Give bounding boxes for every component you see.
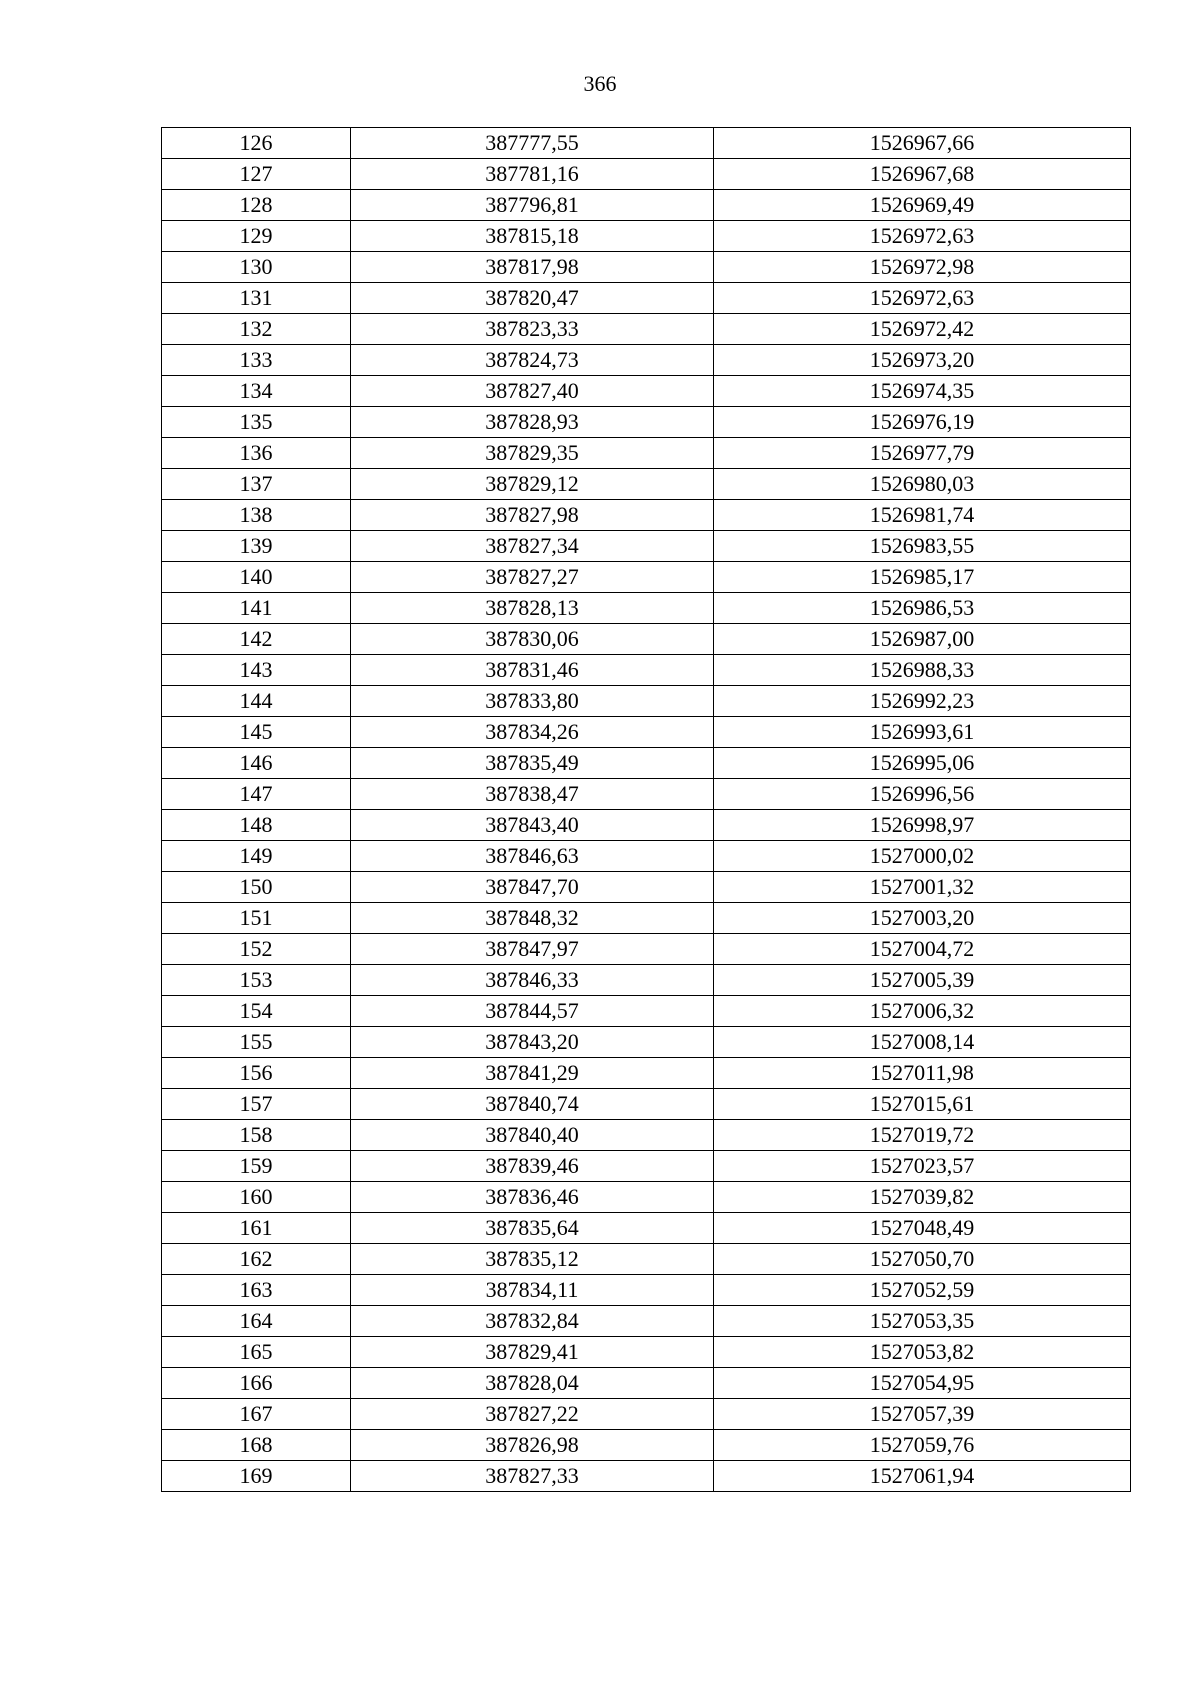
point-number-cell: 129 (162, 221, 351, 252)
x-coordinate-cell: 387828,13 (351, 593, 714, 624)
x-coordinate-cell: 387841,29 (351, 1058, 714, 1089)
point-number-cell: 134 (162, 376, 351, 407)
x-coordinate-cell: 387832,84 (351, 1306, 714, 1337)
y-coordinate-cell: 1527008,14 (714, 1027, 1131, 1058)
table-row (162, 159, 1131, 190)
table-row (162, 531, 1131, 562)
x-coordinate-cell: 387817,98 (351, 252, 714, 283)
point-number-cell: 166 (162, 1368, 351, 1399)
point-number-cell: 167 (162, 1399, 351, 1430)
point-number-cell: 143 (162, 655, 351, 686)
table-row (162, 1461, 1131, 1492)
point-number-cell: 144 (162, 686, 351, 717)
y-coordinate-cell: 1526986,53 (714, 593, 1131, 624)
x-coordinate-cell: 387835,64 (351, 1213, 714, 1244)
x-coordinate-cell: 387843,20 (351, 1027, 714, 1058)
y-coordinate-cell: 1526981,74 (714, 500, 1131, 531)
x-coordinate-cell: 387848,32 (351, 903, 714, 934)
table-row (162, 1399, 1131, 1430)
y-coordinate-cell: 1526976,19 (714, 407, 1131, 438)
y-coordinate-cell: 1527039,82 (714, 1182, 1131, 1213)
y-coordinate-cell: 1526992,23 (714, 686, 1131, 717)
table-row (162, 872, 1131, 903)
point-number-cell: 150 (162, 872, 351, 903)
point-number-cell: 141 (162, 593, 351, 624)
point-number-cell: 149 (162, 841, 351, 872)
point-number-cell: 163 (162, 1275, 351, 1306)
point-number-cell: 130 (162, 252, 351, 283)
x-coordinate-cell: 387834,26 (351, 717, 714, 748)
point-number-cell: 151 (162, 903, 351, 934)
point-number-cell: 126 (162, 128, 351, 159)
table-row (162, 841, 1131, 872)
y-coordinate-cell: 1526987,00 (714, 624, 1131, 655)
x-coordinate-cell: 387831,46 (351, 655, 714, 686)
x-coordinate-cell: 387820,47 (351, 283, 714, 314)
y-coordinate-cell: 1526977,79 (714, 438, 1131, 469)
point-number-cell: 136 (162, 438, 351, 469)
y-coordinate-cell: 1527057,39 (714, 1399, 1131, 1430)
table-row (162, 1151, 1131, 1182)
point-number-cell: 146 (162, 748, 351, 779)
x-coordinate-cell: 387840,74 (351, 1089, 714, 1120)
table-row (162, 1182, 1131, 1213)
x-coordinate-cell: 387846,63 (351, 841, 714, 872)
point-number-cell: 138 (162, 500, 351, 531)
x-coordinate-cell: 387834,11 (351, 1275, 714, 1306)
y-coordinate-cell: 1527000,02 (714, 841, 1131, 872)
x-coordinate-cell: 387835,49 (351, 748, 714, 779)
x-coordinate-cell: 387829,35 (351, 438, 714, 469)
table-row (162, 1027, 1131, 1058)
table-row (162, 624, 1131, 655)
x-coordinate-cell: 387827,27 (351, 562, 714, 593)
point-number-cell: 139 (162, 531, 351, 562)
table-row (162, 469, 1131, 500)
coordinates-table-body (162, 128, 1131, 1492)
y-coordinate-cell: 1527001,32 (714, 872, 1131, 903)
y-coordinate-cell: 1526969,49 (714, 190, 1131, 221)
table-row (162, 810, 1131, 841)
x-coordinate-cell: 387827,22 (351, 1399, 714, 1430)
y-coordinate-cell: 1526967,66 (714, 128, 1131, 159)
table-row (162, 128, 1131, 159)
y-coordinate-cell: 1526998,97 (714, 810, 1131, 841)
y-coordinate-cell: 1527050,70 (714, 1244, 1131, 1275)
x-coordinate-cell: 387827,98 (351, 500, 714, 531)
y-coordinate-cell: 1527003,20 (714, 903, 1131, 934)
table-row (162, 1306, 1131, 1337)
x-coordinate-cell: 387830,06 (351, 624, 714, 655)
point-number-cell: 148 (162, 810, 351, 841)
point-number-cell: 152 (162, 934, 351, 965)
table-row (162, 252, 1131, 283)
table-row (162, 903, 1131, 934)
coordinates-table (161, 127, 1131, 1492)
y-coordinate-cell: 1526993,61 (714, 717, 1131, 748)
table-row (162, 500, 1131, 531)
table-row (162, 190, 1131, 221)
point-number-cell: 127 (162, 159, 351, 190)
point-number-cell: 135 (162, 407, 351, 438)
table-row (162, 934, 1131, 965)
x-coordinate-cell: 387843,40 (351, 810, 714, 841)
y-coordinate-cell: 1527005,39 (714, 965, 1131, 996)
y-coordinate-cell: 1527004,72 (714, 934, 1131, 965)
table-row (162, 593, 1131, 624)
point-number-cell: 165 (162, 1337, 351, 1368)
x-coordinate-cell: 387846,33 (351, 965, 714, 996)
y-coordinate-cell: 1526967,68 (714, 159, 1131, 190)
table-row (162, 1244, 1131, 1275)
x-coordinate-cell: 387828,93 (351, 407, 714, 438)
x-coordinate-cell: 387815,18 (351, 221, 714, 252)
y-coordinate-cell: 1527023,57 (714, 1151, 1131, 1182)
point-number-cell: 158 (162, 1120, 351, 1151)
y-coordinate-cell: 1526973,20 (714, 345, 1131, 376)
table-row (162, 717, 1131, 748)
y-coordinate-cell: 1526972,42 (714, 314, 1131, 345)
point-number-cell: 154 (162, 996, 351, 1027)
point-number-cell: 153 (162, 965, 351, 996)
table-row (162, 1089, 1131, 1120)
table-row (162, 1275, 1131, 1306)
point-number-cell: 155 (162, 1027, 351, 1058)
point-number-cell: 128 (162, 190, 351, 221)
point-number-cell: 131 (162, 283, 351, 314)
x-coordinate-cell: 387777,55 (351, 128, 714, 159)
y-coordinate-cell: 1526983,55 (714, 531, 1131, 562)
point-number-cell: 142 (162, 624, 351, 655)
y-coordinate-cell: 1526972,63 (714, 221, 1131, 252)
y-coordinate-cell: 1527053,82 (714, 1337, 1131, 1368)
table-row (162, 655, 1131, 686)
y-coordinate-cell: 1526974,35 (714, 376, 1131, 407)
y-coordinate-cell: 1527019,72 (714, 1120, 1131, 1151)
y-coordinate-cell: 1527052,59 (714, 1275, 1131, 1306)
point-number-cell: 169 (162, 1461, 351, 1492)
point-number-cell: 147 (162, 779, 351, 810)
y-coordinate-cell: 1526995,06 (714, 748, 1131, 779)
x-coordinate-cell: 387827,40 (351, 376, 714, 407)
y-coordinate-cell: 1527048,49 (714, 1213, 1131, 1244)
point-number-cell: 145 (162, 717, 351, 748)
point-number-cell: 132 (162, 314, 351, 345)
point-number-cell: 164 (162, 1306, 351, 1337)
table-row (162, 686, 1131, 717)
table-row (162, 965, 1131, 996)
y-coordinate-cell: 1526988,33 (714, 655, 1131, 686)
x-coordinate-cell: 387824,73 (351, 345, 714, 376)
x-coordinate-cell: 387838,47 (351, 779, 714, 810)
x-coordinate-cell: 387833,80 (351, 686, 714, 717)
y-coordinate-cell: 1526972,98 (714, 252, 1131, 283)
table-row (162, 562, 1131, 593)
x-coordinate-cell: 387828,04 (351, 1368, 714, 1399)
point-number-cell: 137 (162, 469, 351, 500)
table-row (162, 314, 1131, 345)
page-number: 366 (583, 71, 617, 96)
y-coordinate-cell: 1526972,63 (714, 283, 1131, 314)
x-coordinate-cell: 387823,33 (351, 314, 714, 345)
y-coordinate-cell: 1527061,94 (714, 1461, 1131, 1492)
y-coordinate-cell: 1527011,98 (714, 1058, 1131, 1089)
table-row (162, 1213, 1131, 1244)
table-row (162, 1430, 1131, 1461)
x-coordinate-cell: 387829,12 (351, 469, 714, 500)
x-coordinate-cell: 387835,12 (351, 1244, 714, 1275)
y-coordinate-cell: 1526980,03 (714, 469, 1131, 500)
table-row (162, 748, 1131, 779)
point-number-cell: 140 (162, 562, 351, 593)
x-coordinate-cell: 387829,41 (351, 1337, 714, 1368)
x-coordinate-cell: 387827,33 (351, 1461, 714, 1492)
point-number-cell: 168 (162, 1430, 351, 1461)
point-number-cell: 159 (162, 1151, 351, 1182)
table-row (162, 407, 1131, 438)
x-coordinate-cell: 387796,81 (351, 190, 714, 221)
y-coordinate-cell: 1527054,95 (714, 1368, 1131, 1399)
table-row (162, 345, 1131, 376)
table-row (162, 996, 1131, 1027)
y-coordinate-cell: 1526985,17 (714, 562, 1131, 593)
table-row (162, 1368, 1131, 1399)
table-row (162, 221, 1131, 252)
x-coordinate-cell: 387827,34 (351, 531, 714, 562)
point-number-cell: 162 (162, 1244, 351, 1275)
x-coordinate-cell: 387840,40 (351, 1120, 714, 1151)
point-number-cell: 157 (162, 1089, 351, 1120)
table-row (162, 1337, 1131, 1368)
y-coordinate-cell: 1527059,76 (714, 1430, 1131, 1461)
x-coordinate-cell: 387847,97 (351, 934, 714, 965)
x-coordinate-cell: 387836,46 (351, 1182, 714, 1213)
point-number-cell: 160 (162, 1182, 351, 1213)
y-coordinate-cell: 1527015,61 (714, 1089, 1131, 1120)
table-row (162, 438, 1131, 469)
x-coordinate-cell: 387847,70 (351, 872, 714, 903)
point-number-cell: 156 (162, 1058, 351, 1089)
y-coordinate-cell: 1527053,35 (714, 1306, 1131, 1337)
x-coordinate-cell: 387781,16 (351, 159, 714, 190)
y-coordinate-cell: 1527006,32 (714, 996, 1131, 1027)
point-number-cell: 161 (162, 1213, 351, 1244)
table-row (162, 376, 1131, 407)
table-row (162, 779, 1131, 810)
point-number-cell: 133 (162, 345, 351, 376)
table-row (162, 1058, 1131, 1089)
table-row (162, 283, 1131, 314)
x-coordinate-cell: 387839,46 (351, 1151, 714, 1182)
table-row (162, 1120, 1131, 1151)
x-coordinate-cell: 387826,98 (351, 1430, 714, 1461)
x-coordinate-cell: 387844,57 (351, 996, 714, 1027)
y-coordinate-cell: 1526996,56 (714, 779, 1131, 810)
